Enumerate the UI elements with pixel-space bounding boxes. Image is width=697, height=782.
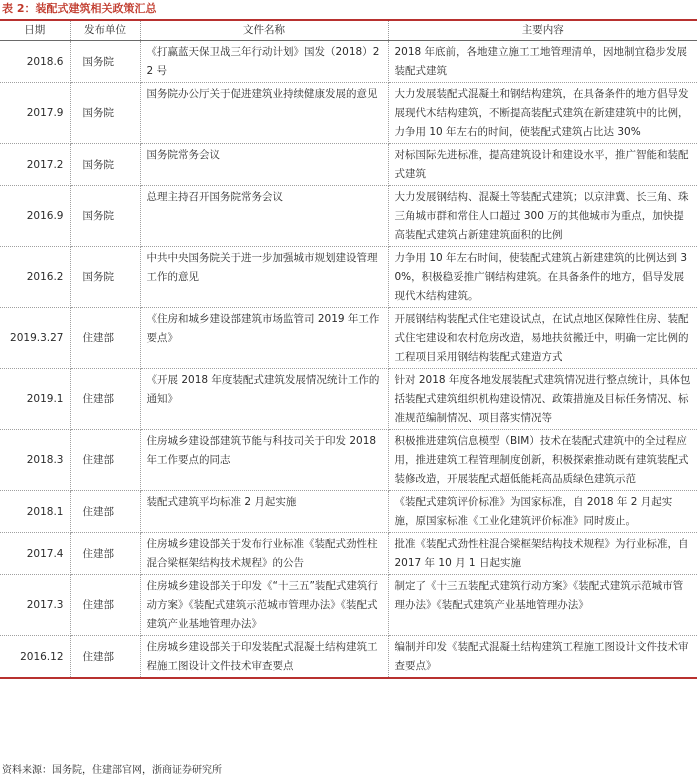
cell-name: 住房城乡建设部建筑节能与科技司关于印发 2018 年工作要点的同志 bbox=[140, 430, 388, 491]
table-row bbox=[0, 83, 697, 144]
table-row bbox=[0, 308, 697, 369]
cell-content: 批准《装配式劲性柱混合梁框架结构技术规程》为行业标准，自 2017 年 10 月 1 日起实施 bbox=[388, 533, 697, 575]
cell-name: 国务院常务会议 bbox=[140, 144, 388, 186]
cell-date: 2018.6 bbox=[0, 41, 70, 83]
cell-content: 针对 2018 年度各地发展装配式建筑情况进行整点统计，具体包括装配式建筑组织机构建设情况、政策措施及目标任务情况、标准规范编制情况、项目落实情况等 bbox=[388, 369, 697, 430]
cell-content: 积极推进建筑信息模型（BIM）技术在装配式建筑中的全过程应用，推进建筑工程管理制度创新，积极探索推动既有建筑装配式装修改造，开展装配式超低能耗高品质绿色建筑示范 bbox=[388, 430, 697, 491]
policy-table bbox=[0, 21, 697, 679]
table-row bbox=[0, 41, 697, 83]
cell-date: 2016.9 bbox=[0, 186, 70, 247]
cell-org: 国务院 bbox=[70, 144, 140, 186]
cell-content: 2018 年底前，各地建立施工工地管理清单，因地制宜稳步发展装配式建筑 bbox=[388, 41, 697, 83]
table-header-row bbox=[0, 21, 697, 41]
cell-content: 编制并印发《装配式混凝土结构建筑工程施工图设计文件技术审查要点》 bbox=[388, 636, 697, 679]
cell-org: 住建部 bbox=[70, 636, 140, 679]
cell-content: 大力发展钢结构、混凝土等装配式建筑；以京津冀、长三角、珠三角城市群和常住人口超过 300 万的其他城市为重点，加快提高装配式建筑占新建建筑面积的比例 bbox=[388, 186, 697, 247]
cell-org: 住建部 bbox=[70, 308, 140, 369]
cell-org: 住建部 bbox=[70, 533, 140, 575]
table-row bbox=[0, 575, 697, 636]
cell-org: 住建部 bbox=[70, 369, 140, 430]
cell-date: 2018.3 bbox=[0, 430, 70, 491]
cell-date: 2019.1 bbox=[0, 369, 70, 430]
source-note: 资料来源：国务院，住建部官网，浙商证券研究所 bbox=[2, 765, 222, 776]
cell-date: 2017.4 bbox=[0, 533, 70, 575]
header-date: 日期 bbox=[0, 21, 70, 41]
cell-content: 《装配式建筑评价标准》为国家标准，自 2018 年 2 月起实施，原国家标准《工业化建筑评价标准》同时废止。 bbox=[388, 491, 697, 533]
cell-org: 住建部 bbox=[70, 575, 140, 636]
cell-name: 《打赢蓝天保卫战三年行动计划》国发（2018）22 号 bbox=[140, 41, 388, 83]
header-content: 主要内容 bbox=[388, 21, 697, 41]
cell-date: 2018.1 bbox=[0, 491, 70, 533]
cell-content: 开展钢结构装配式住宅建设试点，在试点地区保障性住房、装配式住宅建设和农村危房改造，易地扶贫搬迁中，明确一定比例的工程项目采用钢结构装配式建造方式 bbox=[388, 308, 697, 369]
cell-name: 装配式建筑平均标准 2 月起实施 bbox=[140, 491, 388, 533]
cell-content: 力争用 10 年左右时间，使装配式建筑占新建建筑的比例达到 30%，积极稳妥推广钢结构建筑。在具备条件的地方，倡导发展现代木结构建筑。 bbox=[388, 247, 697, 308]
cell-name: 总理主持召开国务院常务会议 bbox=[140, 186, 388, 247]
header-name: 文件名称 bbox=[140, 21, 388, 41]
table-caption: 表 2：装配式建筑相关政策汇总 bbox=[2, 2, 157, 15]
cell-org: 国务院 bbox=[70, 247, 140, 308]
cell-date: 2019.3.27 bbox=[0, 308, 70, 369]
cell-date: 2017.3 bbox=[0, 575, 70, 636]
cell-org: 国务院 bbox=[70, 41, 140, 83]
cell-name: 住房城乡建设部关于印发《“十三五”装配式建筑行动方案》《装配式建筑示范城市管理办法》《装配式建筑产业基地管理办法》 bbox=[140, 575, 388, 636]
cell-date: 2017.2 bbox=[0, 144, 70, 186]
table-row bbox=[0, 430, 697, 491]
cell-name: 中共中央国务院关于进一步加强城市规划建设管理工作的意见 bbox=[140, 247, 388, 308]
table-row bbox=[0, 533, 697, 575]
cell-name: 国务院办公厅关于促进建筑业持续健康发展的意见 bbox=[140, 83, 388, 144]
table-row bbox=[0, 491, 697, 533]
table-row bbox=[0, 247, 697, 308]
cell-name: 《住房和城乡建设部建筑市场监管司 2019 年工作要点》 bbox=[140, 308, 388, 369]
cell-date: 2017.9 bbox=[0, 83, 70, 144]
table-row bbox=[0, 144, 697, 186]
cell-org: 国务院 bbox=[70, 83, 140, 144]
cell-content: 制定了《十三五装配式建筑行动方案》《装配式建筑示范城市管理办法》《装配式建筑产业基地管理办法》 bbox=[388, 575, 697, 636]
header-org: 发布单位 bbox=[70, 21, 140, 41]
cell-name: 《开展 2018 年度装配式建筑发展情况统计工作的通知》 bbox=[140, 369, 388, 430]
cell-date: 2016.2 bbox=[0, 247, 70, 308]
cell-content: 对标国际先进标准，提高建筑设计和建设水平，推广智能和装配式建筑 bbox=[388, 144, 697, 186]
cell-date: 2016.12 bbox=[0, 636, 70, 679]
table-row bbox=[0, 636, 697, 679]
cell-name: 住房城乡建设部关于印发装配式混凝土结构建筑工程施工图设计文件技术审查要点 bbox=[140, 636, 388, 679]
cell-org: 住建部 bbox=[70, 430, 140, 491]
cell-content: 大力发展装配式混凝土和钢结构建筑，在具备条件的地方倡导发展现代木结构建筑，不断提高装配式建筑在新建建筑中的比例，力争用 10 年左右的时间，使装配式建筑占比达 30% bbox=[388, 83, 697, 144]
cell-org: 国务院 bbox=[70, 186, 140, 247]
cell-org: 住建部 bbox=[70, 491, 140, 533]
cell-name: 住房城乡建设部关于发布行业标准《装配式劲性柱混合梁框架结构技术规程》的公告 bbox=[140, 533, 388, 575]
table-row bbox=[0, 369, 697, 430]
table-row bbox=[0, 186, 697, 247]
